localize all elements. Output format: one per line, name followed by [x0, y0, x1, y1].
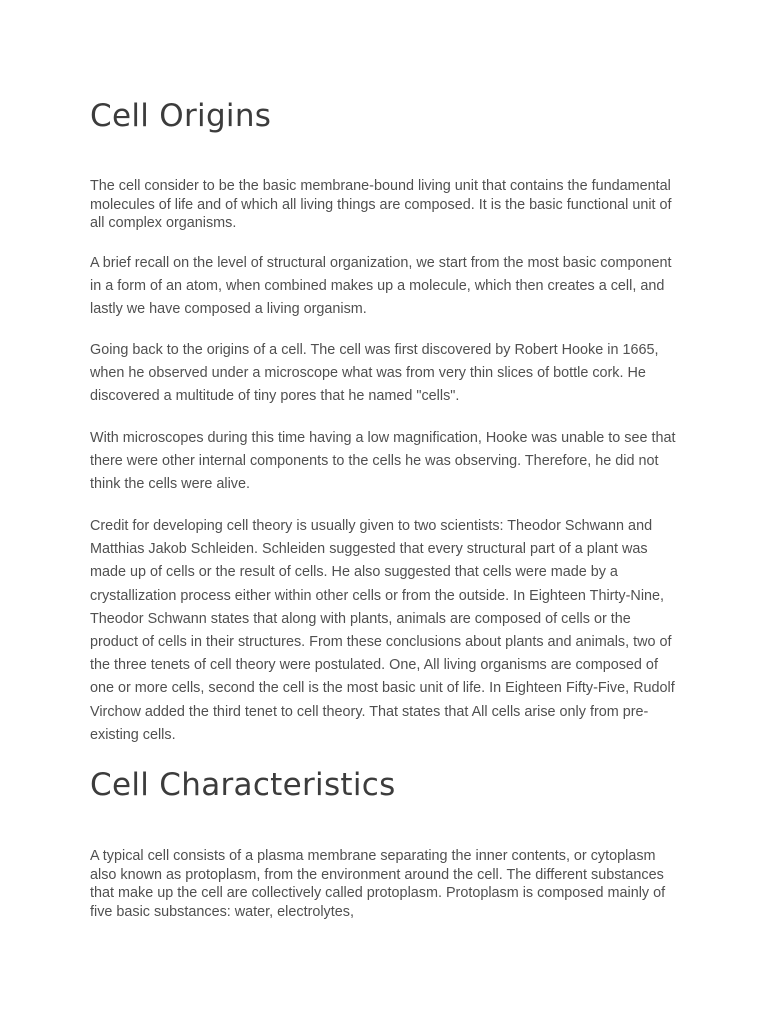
- paragraph-cell-definition: The cell consider to be the basic membrane-bound living unit that contains the fundamental molecules of life and of which all living things are composed. It is the basic functional unit of all complex organisms.: [90, 178, 672, 231]
- paragraph-microscope-magnification: With microscopes during this time having a low magnification, Hooke was unable to see that there were other internal components to the cells he was observing. Therefore, he did not think the cells were alive.: [90, 430, 676, 493]
- paragraph-hooke-discovery: Going back to the origins of a cell. The cell was first discovered by Robert Hooke in 1665, when he observed under a microscope what was from very thin slices of bottle cork. He discovered a multitude of tiny pores that he named "cells".: [90, 342, 659, 405]
- paragraph-typical-cell: A typical cell consists of a plasma membrane separating the inner contents, or cytoplasm also known as protoplasm, from the environment around the cell. The different substances that make up the cell are collectively called protoplasm. Protoplasm is composed mainly of five basic substances: water, electrolytes,: [90, 848, 666, 920]
- paragraph-cell-theory: Credit for developing cell theory is usually given to two scientists: Theodor Schwann and Matthias Jakob Schleiden. Schleiden suggested that every structural part of a plant was made up of cells or the result of cells. He also suggested that cells were made by a crystallization process either within other cells or from the outside. In Eighteen Thirty-Nine, Theodor Schwann states that along with plants, animals are composed of cells or the product of cells in their structures. From these conclusions about plants and animals, two of the three tenets of cell theory were postulated. One, All living organisms are composed of one or more cells, second the cell is the most basic unit of life. In Eighteen Fifty-Five, Rudolf Virchow added the third tenet to cell theory. That states that All cells arise only from pre-existing cells.: [90, 518, 675, 743]
- section-title-cell-characteristics: Cell Characteristics: [90, 767, 396, 803]
- section-title-cell-origins: Cell Origins: [90, 98, 272, 134]
- paragraph-structural-organization: A brief recall on the level of structural organization, we start from the most basic component in a form of an atom, when combined makes up a molecule, which then creates a cell, and lastly we have composed a living organism.: [90, 255, 672, 318]
